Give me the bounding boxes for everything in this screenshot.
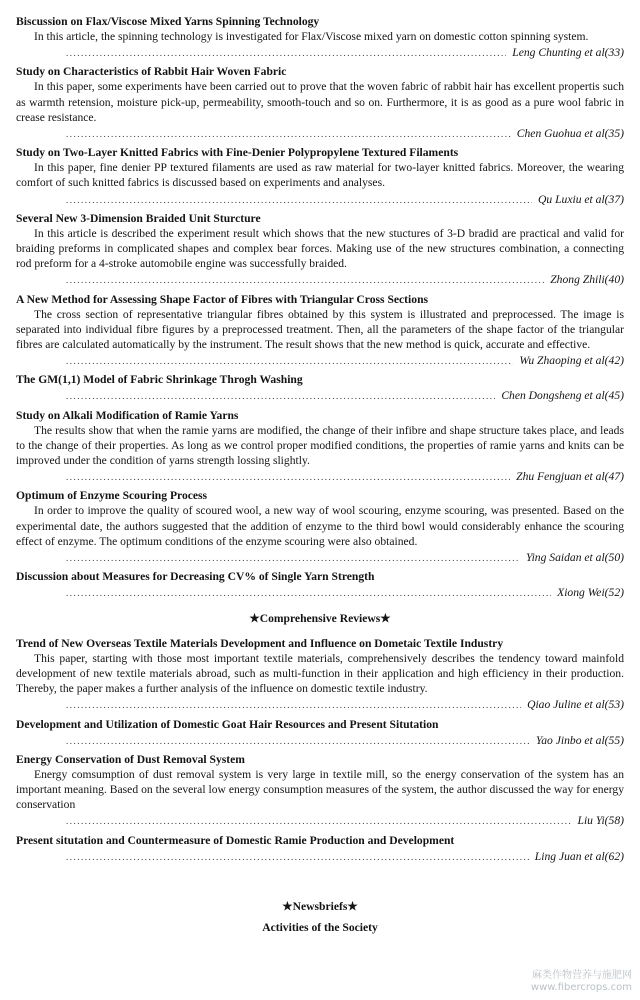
article-author-page: Wu Zhaoping et al(42) [519, 354, 624, 368]
dot-leader [66, 193, 532, 208]
article-abstract: In this article, the spinning technology is investigated for Flax/Viscose mixed yarn on domestic cotton spinning system. [34, 30, 589, 43]
author-line [16, 192, 624, 208]
article-list-reviews [16, 636, 624, 865]
article-entry [16, 752, 624, 830]
author-line [16, 697, 624, 713]
article-author-page: Zhu Fengjuan et al(47) [516, 470, 624, 484]
article-title: A New Method for Assessing Shape Factor of Fibres with Triangular Cross Sections [16, 292, 429, 306]
article-title: Energy Conservation of Dust Removal System [16, 752, 245, 766]
article-entry [16, 64, 624, 142]
article-author-page: Chen Guohua et al(35) [516, 127, 624, 141]
dot-leader [66, 586, 551, 601]
dot-leader [66, 389, 495, 404]
author-line [16, 388, 624, 404]
dot-leader [66, 46, 506, 61]
article-title: Discussion about Measures for Decreasing CV% of Single Yarn Strength [16, 570, 375, 584]
dot-leader [66, 127, 511, 142]
dot-leader [66, 354, 513, 369]
section-heading-activities: Activities of the Society [262, 920, 378, 934]
site-watermark [531, 970, 632, 994]
article-author-page: Ying Saidan et al(50) [525, 551, 624, 565]
article-abstract: In order to improve the quality of scoured wool, a new way of wool scouring, enzyme scouring, was presented. Based on the experimental date, the authors suggested that the addition of enzyme to the third bowl would considerably enhance the scouring effect of enzyme. The optimum conditions of the enzyme scouring were also obtained. [16, 504, 624, 548]
article-entry [16, 14, 624, 61]
article-entry [16, 211, 624, 289]
article-author-page: Qu Luxiu et al(37) [538, 192, 624, 206]
article-title: Biscussion on Flax/Viscose Mixed Yarns Spinning Technology [16, 15, 320, 28]
article-title: Present situtation and Countermeasure of Domestic Ramie Production and Development [16, 833, 455, 847]
article-abstract: The results show that when the ramie yarns are modified, the change of their infibre and shape structure takes place, and leads to the change of their properties. As long as we control proper modified conditions, the properties of ramie yarns and knits can be improved under the condition of yarns strength lossing slightly. [16, 423, 624, 468]
article-abstract: In this paper, fine denier PP textured filaments are used as raw material for two-layer knitted fabrics. Moreover, the wearing comfort of such knitted fabrics is discussed based on experiments and analyses. [16, 161, 624, 190]
article-entry [16, 408, 624, 486]
dot-leader [66, 734, 530, 749]
article-author-page: Liu Yi(58) [577, 814, 624, 828]
author-line [16, 45, 624, 61]
article-author-page: Qiao Juline et al(53) [527, 698, 624, 712]
article-author-page: Zhong Zhili(40) [550, 273, 624, 287]
article-abstract: The cross section of representative triangular fibres obtained by this system is illustrated and preprocessed. The image is separated into individual fibre figures by a preprocessed treatment. Then, all the parameters of the shape factor of the triangular fibres are calculated automatically by the instrument. The result shows that the new method is quick, accurate and effective. [16, 307, 624, 352]
article-author-page: Xiong Wei(52) [557, 586, 624, 600]
article-abstract: Energy comsumption of dust removal system is very large in textile mill, so the energy conservation of the system has an important meaning. Based on the several low energy consumption measures of the system, the author discussed the way for energy conservation [16, 767, 624, 812]
author-line [16, 353, 624, 369]
article-entry [16, 488, 624, 566]
article-entry [16, 372, 624, 404]
author-line [16, 849, 624, 865]
article-entry [16, 145, 624, 208]
author-line [16, 585, 624, 601]
article-title: Study on Two-Layer Knitted Fabrics with Fine-Denier Polypropylene Textured Filaments [16, 146, 459, 160]
author-line [16, 469, 624, 485]
watermark-line-2: www.fibercrops.com [530, 982, 632, 993]
article-author-page: Yao Jinbo et al(55) [535, 733, 624, 747]
dot-leader [66, 551, 520, 566]
article-title: Study on Alkali Modification of Ramie Yarns [16, 408, 239, 422]
article-title: Development and Utilization of Domestic Goat Hair Resources and Present Situtation [16, 717, 439, 731]
dot-leader [66, 814, 572, 829]
article-abstract: In this article is described the experiment result which shows that the new stuctures of 3-D bradid are practical and valid for braiding preforms in complicated shapes and complex bear forces. Making use of the new structures combination, a connecting rod preform for a 4-stroke automobile engine was successfully braided. [16, 226, 624, 271]
author-line [16, 272, 624, 288]
article-abstract: This paper, starting with those most important textile materials, comprehensively describes the tendency toward mainfold development of new textile materials abroad, such as multi-function in their application and high efficiency in their production. Thereby, the paper makes a further analysis of the influence on domestic textile industry. [16, 651, 624, 696]
author-line [16, 813, 624, 829]
article-list-research [16, 14, 624, 601]
article-entry [16, 292, 624, 370]
article-title: Study on Characteristics of Rabbit Hair Woven Fabric [16, 65, 287, 79]
article-title: Several New 3-Dimension Braided Unit Sturcture [16, 211, 261, 225]
article-title: Trend of New Overseas Textile Materials Development and Influence on Dometaic Textile Industry [16, 636, 504, 650]
dot-leader [66, 273, 544, 288]
article-title: Optimum of Enzyme Scouring Process [16, 489, 208, 503]
article-abstract: In this paper, some experiments have been carried out to prove that the woven fabric of rabbit hair has excellent propertis such as warmth retension, moisture pick-up, permeability, smooth-touch and so on. Furthermore, it is as good as a pure wool fabric in crease resistance. [16, 80, 624, 124]
article-title: The GM(1,1) Model of Fabric Shrinkage Throgh Washing [16, 373, 303, 387]
article-entry [16, 717, 624, 749]
dot-leader [66, 850, 529, 865]
article-entry [16, 636, 624, 714]
article-author-page: Chen Dongsheng et al(45) [501, 389, 624, 403]
section-heading-newsbriefs: ★Newsbriefs★ [282, 899, 358, 913]
article-author-page: Ling Juan et al(62) [534, 849, 624, 863]
article-entry [16, 569, 624, 601]
dot-leader [66, 470, 510, 485]
document-page [16, 14, 624, 935]
dot-leader [66, 698, 521, 713]
article-author-page: Leng Chunting et al(33) [512, 46, 624, 60]
author-line [16, 733, 624, 749]
section-heading-comprehensive-reviews: ★Comprehensive Reviews★ [249, 612, 391, 626]
article-entry [16, 833, 624, 865]
watermark-line-1: 麻类作物营养与施肥网 [532, 970, 632, 981]
author-line [16, 550, 624, 566]
author-line [16, 126, 624, 142]
